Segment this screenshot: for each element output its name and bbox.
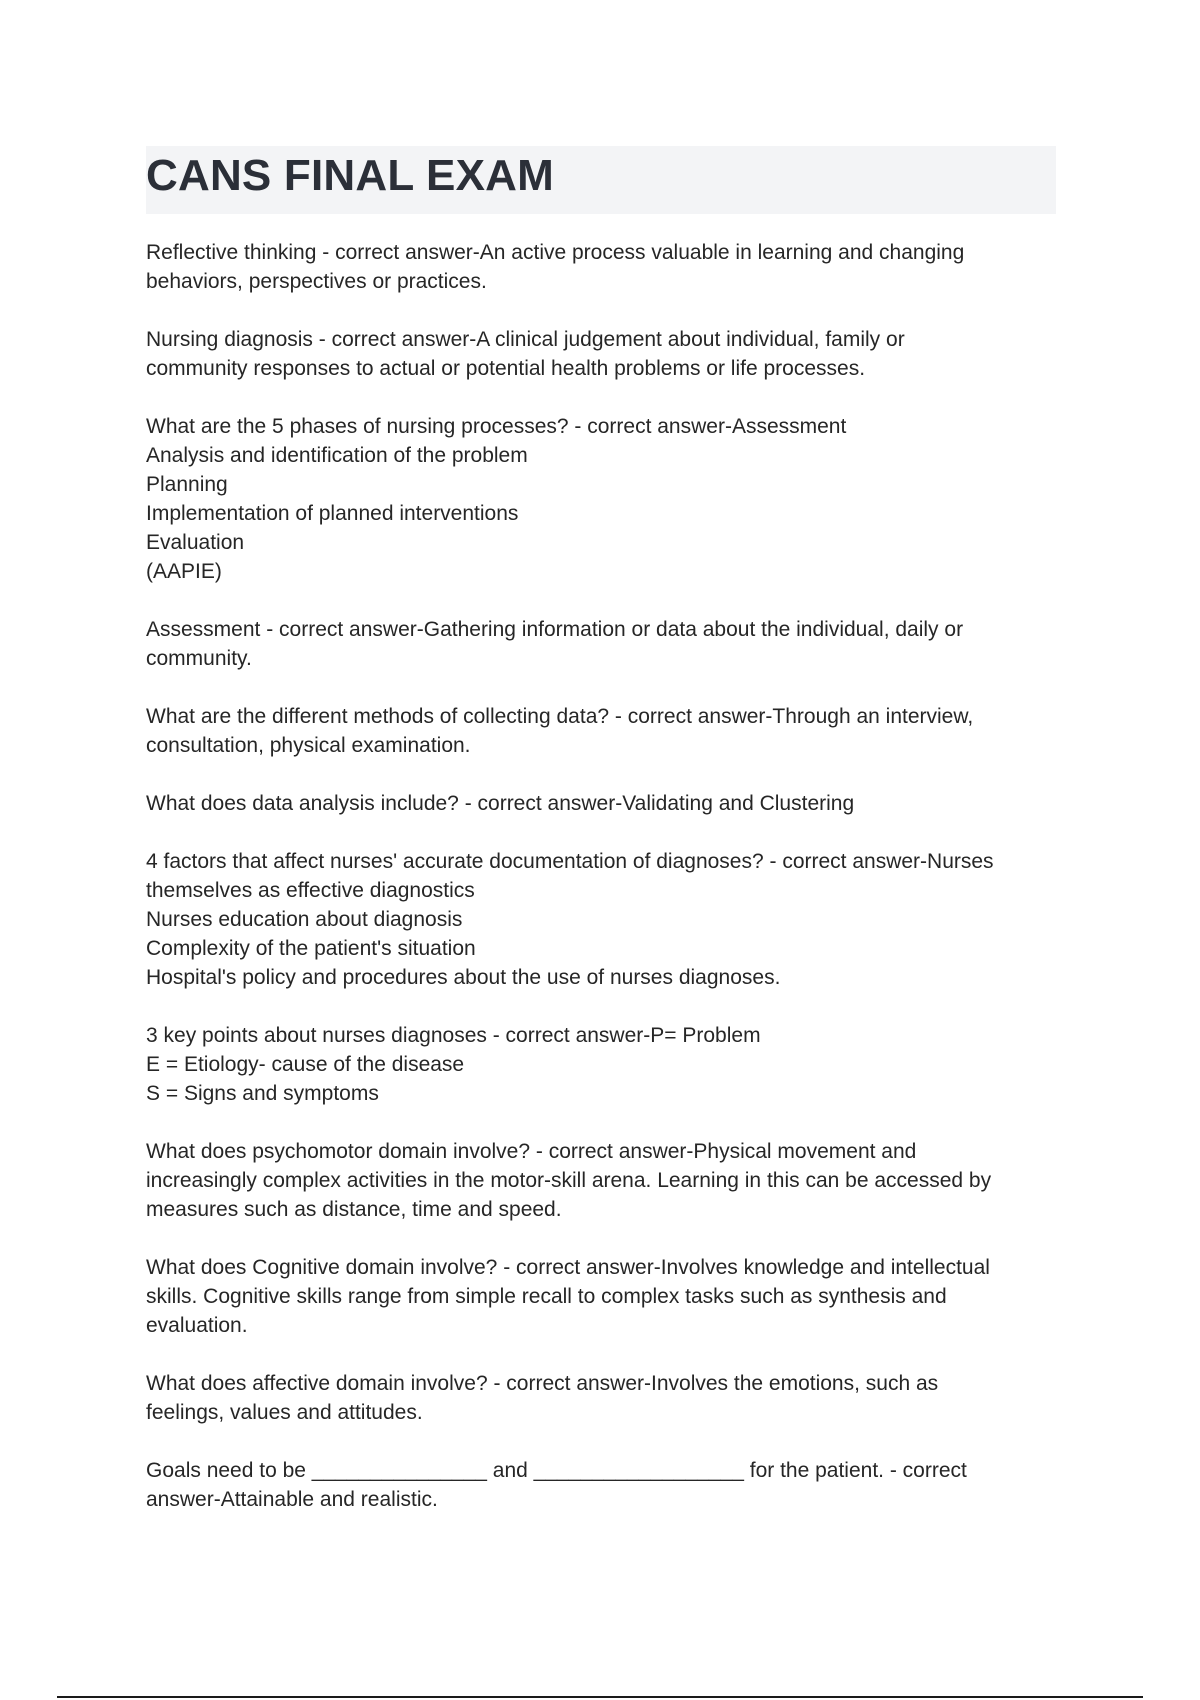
qa-entry xyxy=(146,702,1061,760)
qa-line: community. xyxy=(146,647,252,670)
qa-line: Complexity of the patient's situation xyxy=(146,937,476,960)
qa-line: measures such as distance, time and speed. xyxy=(146,1198,562,1221)
qa-entry xyxy=(146,789,1061,818)
qa-line: evaluation. xyxy=(146,1314,248,1337)
qa-line: answer-Attainable and realistic. xyxy=(146,1488,438,1511)
qa-line: What does Cognitive domain involve? - correct answer-Involves knowledge and intellectual xyxy=(146,1256,990,1279)
qa-line: Planning xyxy=(146,473,228,496)
qa-line: Implementation of planned interventions xyxy=(146,502,519,525)
qa-line: 3 key points about nurses diagnoses - correct answer-P= Problem xyxy=(146,1024,761,1047)
document-body xyxy=(146,238,1061,1543)
page-title: CANS FINAL EXAM xyxy=(146,151,554,200)
qa-line: E = Etiology- cause of the disease xyxy=(146,1053,465,1076)
qa-line: Goals need to be _______________ and __________________ for the patient. - correct xyxy=(146,1459,967,1482)
qa-entry xyxy=(146,1369,1061,1427)
qa-entry xyxy=(146,238,1061,296)
qa-line: (AAPIE) xyxy=(146,560,222,583)
qa-line: skills. Cognitive skills range from simple recall to complex tasks such as synthesis and xyxy=(146,1285,947,1308)
qa-line: Analysis and identification of the problem xyxy=(146,444,528,467)
qa-entry xyxy=(146,1456,1061,1514)
qa-line: behaviors, perspectives or practices. xyxy=(146,270,487,293)
qa-entry xyxy=(146,1253,1061,1340)
qa-line: What does affective domain involve? - correct answer-Involves the emotions, such as xyxy=(146,1372,939,1395)
qa-line: What are the 5 phases of nursing processes? - correct answer-Assessment xyxy=(146,415,847,438)
qa-line: Hospital's policy and procedures about the use of nurses diagnoses. xyxy=(146,966,781,989)
title-banner xyxy=(146,146,1056,214)
qa-line: Evaluation xyxy=(146,531,245,554)
qa-entry xyxy=(146,615,1061,673)
qa-entry xyxy=(146,1137,1061,1224)
qa-line: consultation, physical examination. xyxy=(146,734,471,757)
qa-line: What are the different methods of collecting data? - correct answer-Through an interview, xyxy=(146,705,974,728)
qa-line: 4 factors that affect nurses' accurate documentation of diagnoses? - correct answer-Nurses xyxy=(146,850,994,873)
qa-line: S = Signs and symptoms xyxy=(146,1082,379,1105)
qa-entry xyxy=(146,1021,1061,1108)
qa-entry xyxy=(146,325,1061,383)
qa-line: Assessment - correct answer-Gathering information or data about the individual, daily or xyxy=(146,618,964,641)
qa-line: increasingly complex activities in the motor-skill arena. Learning in this can be accessed by xyxy=(146,1169,992,1192)
qa-line: themselves as effective diagnostics xyxy=(146,879,475,902)
qa-line: Reflective thinking - correct answer-An active process valuable in learning and changing xyxy=(146,241,965,264)
qa-entry xyxy=(146,412,1061,586)
qa-line: feelings, values and attitudes. xyxy=(146,1401,423,1424)
qa-line: What does psychomotor domain involve? - correct answer-Physical movement and xyxy=(146,1140,917,1163)
qa-line: Nurses education about diagnosis xyxy=(146,908,463,931)
page-divider xyxy=(57,1696,1143,1698)
qa-line: What does data analysis include? - correct answer-Validating and Clustering xyxy=(146,792,855,815)
qa-line: Nursing diagnosis - correct answer-A clinical judgement about individual, family or xyxy=(146,328,905,351)
qa-line: community responses to actual or potential health problems or life processes. xyxy=(146,357,866,380)
qa-entry xyxy=(146,847,1061,992)
